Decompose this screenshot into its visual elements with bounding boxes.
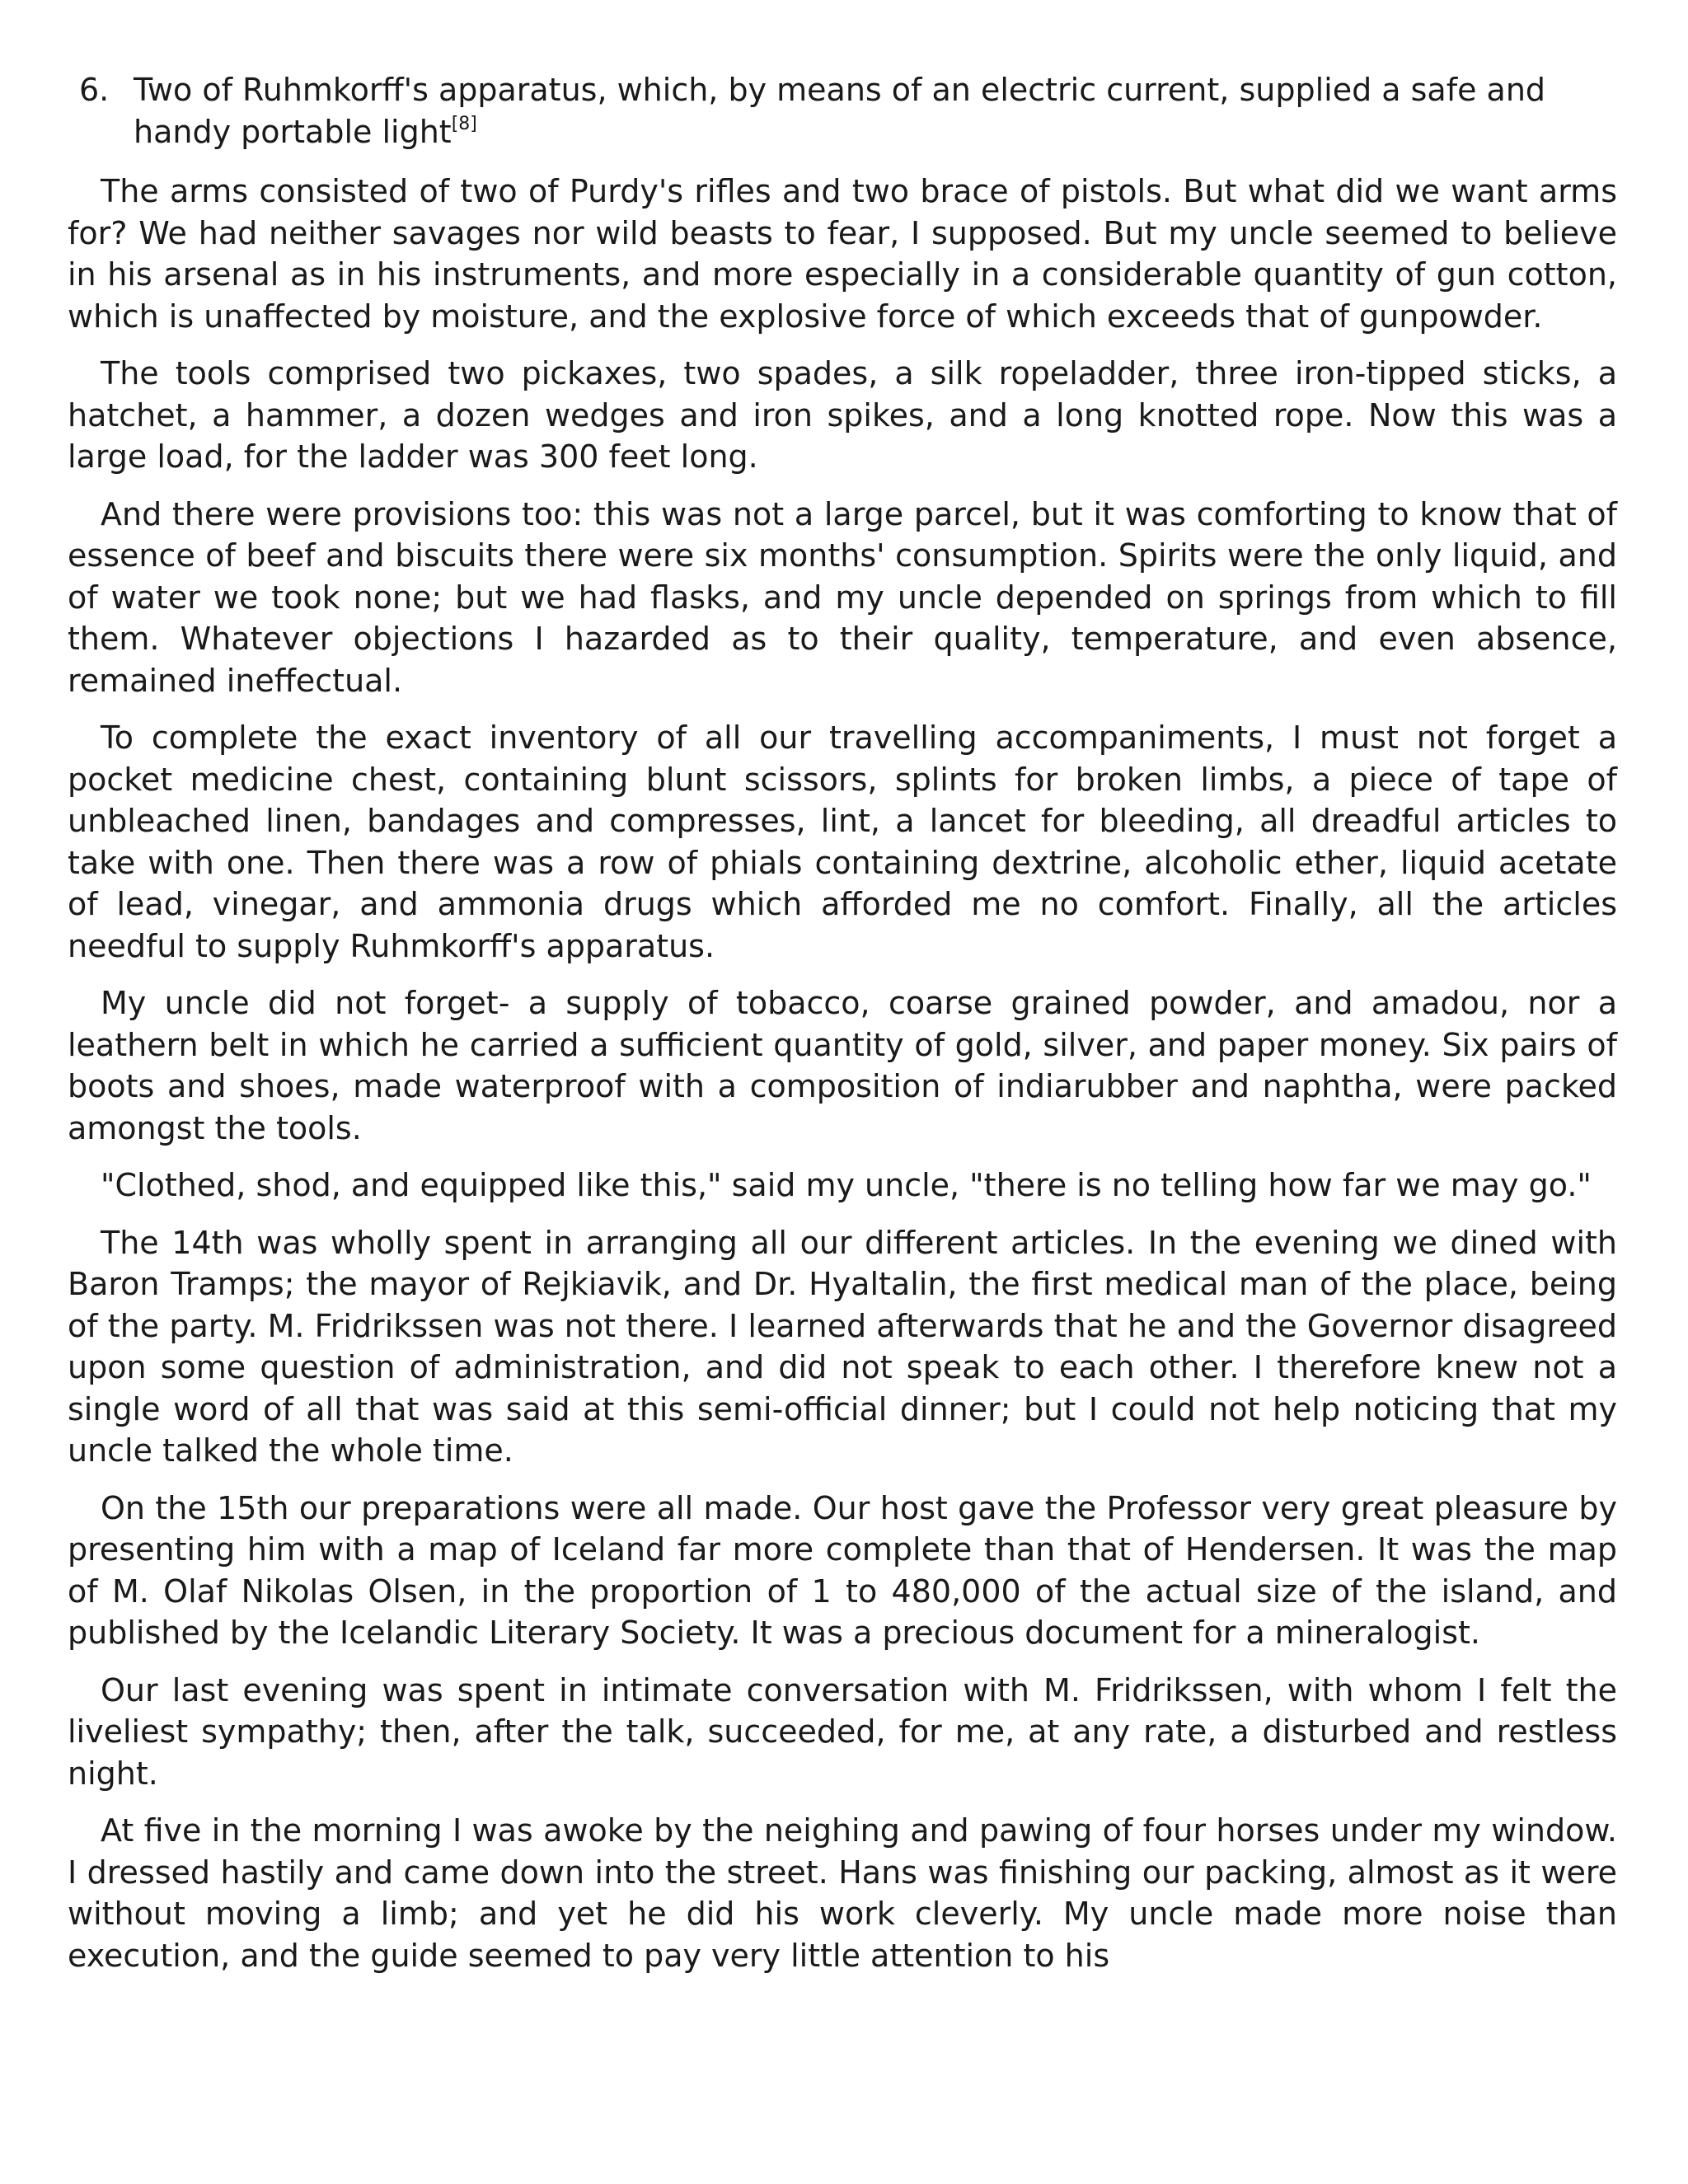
list-item-text	[134, 69, 1617, 152]
paragraph-last-evening: Our last evening was spent in intimate conversation with M. Fridrikssen, with whom I felt the liveliest sympathy; then, after the talk, succeeded, for me, at any rate, a disturbed and restless night.	[68, 1671, 1617, 1792]
paragraph-14th-dinner: The 14th was wholly spent in arranging all our different articles. In the evening we dined with Baron Tramps; the mayor of Rejkiavik, and Dr. Hyaltalin, the first medical man of the place, being of the party. M. Fridrikssen was not there. I learned afterwards that he and the Governor disagreed upon some question of administration, and did not speak to each other. I therefore knew not a single word of all that was said at this semi-official dinner; but I could not help noticing that my uncle talked the whole time.	[68, 1224, 1617, 1469]
paragraph-morning-departure: At five in the morning I was awoke by the neighing and pawing of four horses under my window. I dressed hastily and came down into the street. Hans was finishing our packing, almost as it were without moving a limb; and yet he did his work cleverly. My uncle made more noise than execution, and the guide seemed to pay very little attention to his	[68, 1812, 1617, 1974]
paragraph-tools: The tools comprised two pickaxes, two spades, a silk ropeladder, three iron-tipped sticks, a hatchet, a hammer, a dozen wedges and iron spikes, and a long knotted rope. Now this was a large load, for the ladder was 300 feet long.	[68, 355, 1617, 475]
paragraph-15th-map: On the 15th our preparations were all made. Our host gave the Professor very great pleasure by presenting him with a map of Iceland far more complete than that of Hendersen. It was the map of M. Olaf Nikolas Olsen, in the proportion of 1 to 480,000 of the actual size of the island, and published by the Icelandic Literary Society. It was a precious document for a mineralogist.	[68, 1489, 1617, 1651]
list-item-body: Two of Ruhmkorff's apparatus, which, by means of an electric current, supplied a safe and handy portable light	[134, 72, 1546, 150]
paragraph-arms: The arms consisted of two of Purdy's rifles and two brace of pistols. But what did we want arms for? We had neither savages nor wild beasts to fear, I supposed. But my uncle seemed to believe in his arsenal as in his instruments, and more especially in a considerable quantity of gun cotton, which is unaffected by moisture, and the explosive force of which exceeds that of gunpowder.	[68, 173, 1617, 335]
list-item	[68, 69, 1617, 152]
footnote-link[interactable]: [8]	[451, 113, 477, 134]
paragraph-uncle-quote: "Clothed, shod, and equipped like this," said my uncle, "there is no telling how far we may go."	[101, 1167, 1592, 1203]
list-number: 6.	[79, 72, 110, 108]
document-page	[68, 69, 1617, 1976]
paragraph-tobacco-money: My uncle did not forget- a supply of tobacco, coarse grained powder, and amadou, nor a leathern belt in which he carried a sufficient quantity of gold, silver, and paper money. Six pairs of boots and shoes, made waterproof with a composition of indiarubber and naphtha, were packed amongst the tools.	[68, 985, 1617, 1146]
paragraph-provisions: And there were provisions too: this was not a large parcel, but it was comforting to know that of essence of beef and biscuits there were six months' consumption. Spirits were the only liquid, and of water we took none; but we had flasks, and my uncle depended on springs from which to fill them. Whatever objections I hazarded as to their quality, temperature, and even absence, remained ineffectual.	[68, 495, 1617, 699]
paragraph-medicine-chest: To complete the exact inventory of all our travelling accompaniments, I must not forget a pocket medicine chest, containing blunt scissors, splints for broken limbs, a piece of tape of unbleached linen, bandages and compresses, lint, a lancet for bleeding, all dreadful articles to take with one. Then there was a row of phials containing dextrine, alcoholic ether, liquid acetate of lead, vinegar, and ammonia drugs which afforded me no comfort. Finally, all the articles needful to supply Ruhmkorff's apparatus.	[68, 719, 1617, 964]
